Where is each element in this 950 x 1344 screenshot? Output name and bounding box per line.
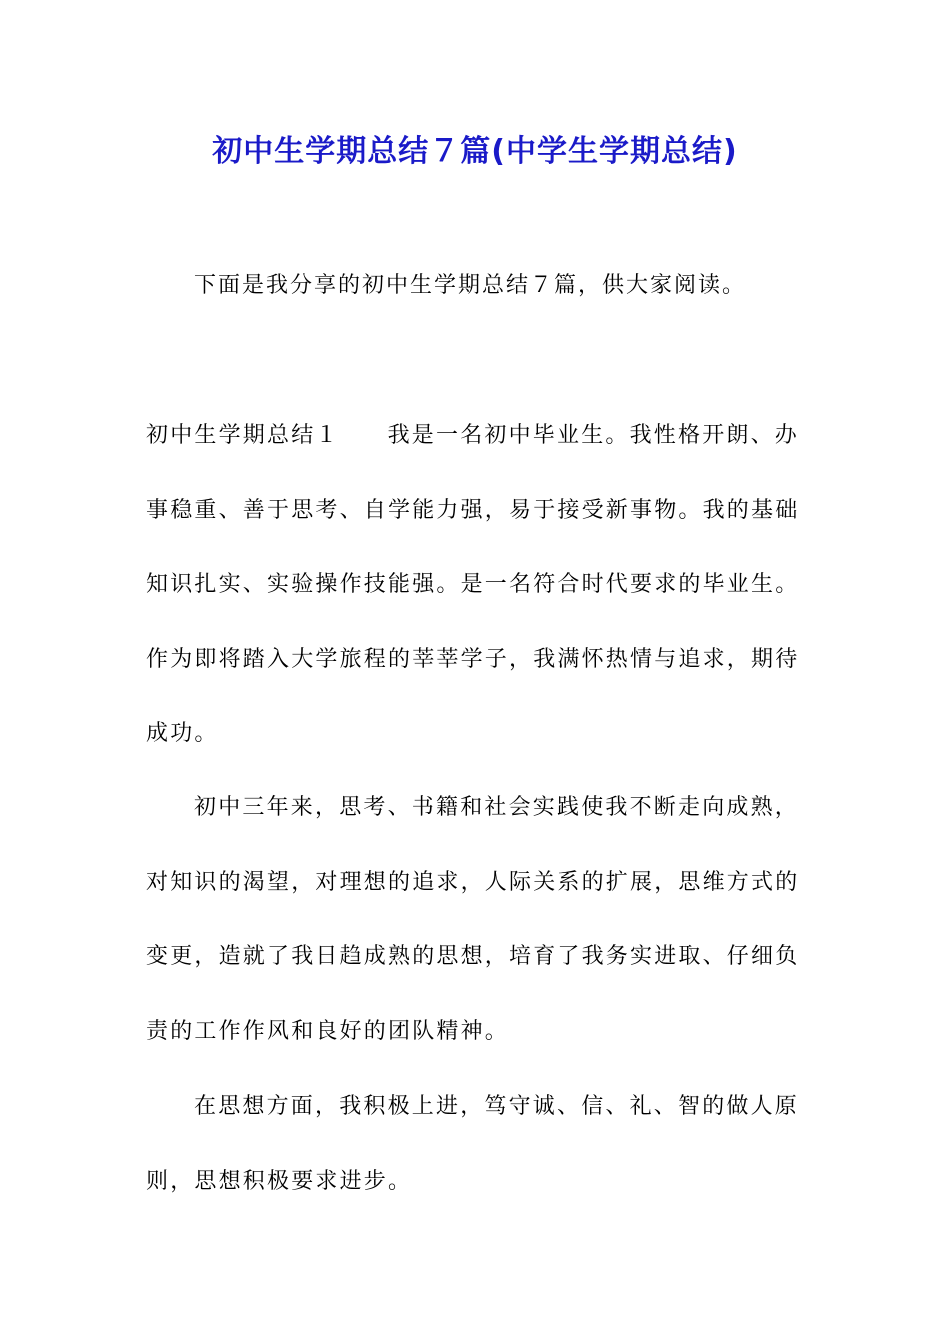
intro-paragraph: 下面是我分享的初中生学期总结７篇，供大家阅读。 [194, 273, 747, 298]
document-title: 初中生学期总结７篇(中学生学期总结) [212, 134, 738, 169]
paragraph-2: 初中三年来，思考、书籍和社会实践使我不断走向成熟，对知识的渴望，对理想的追求，人际关系的扩展，思维方式的变更，造就了我日趋成熟的思想，培育了我务实进取、仔细负责的工作作风和良好的团队精神。 [146, 795, 800, 1044]
paragraph-3: 在思想方面，我积极上进，笃守诚、信、礼、智的做人原则，思想积极要求进步。 [146, 1094, 800, 1194]
section-heading: 初中生学期总结１ [146, 423, 340, 448]
paragraph-1-text: 我是一名初中毕业生。我性格开朗、办事稳重、善于思考、自学能力强，易于接受新事物。我的基础知识扎实、实验操作技能强。是一名符合时代要求的毕业生。作为即将踏入大学旅程的莘莘学子，我满怀热情与追求，期待成功。 [146, 423, 800, 746]
paragraph-1 [146, 399, 806, 772]
